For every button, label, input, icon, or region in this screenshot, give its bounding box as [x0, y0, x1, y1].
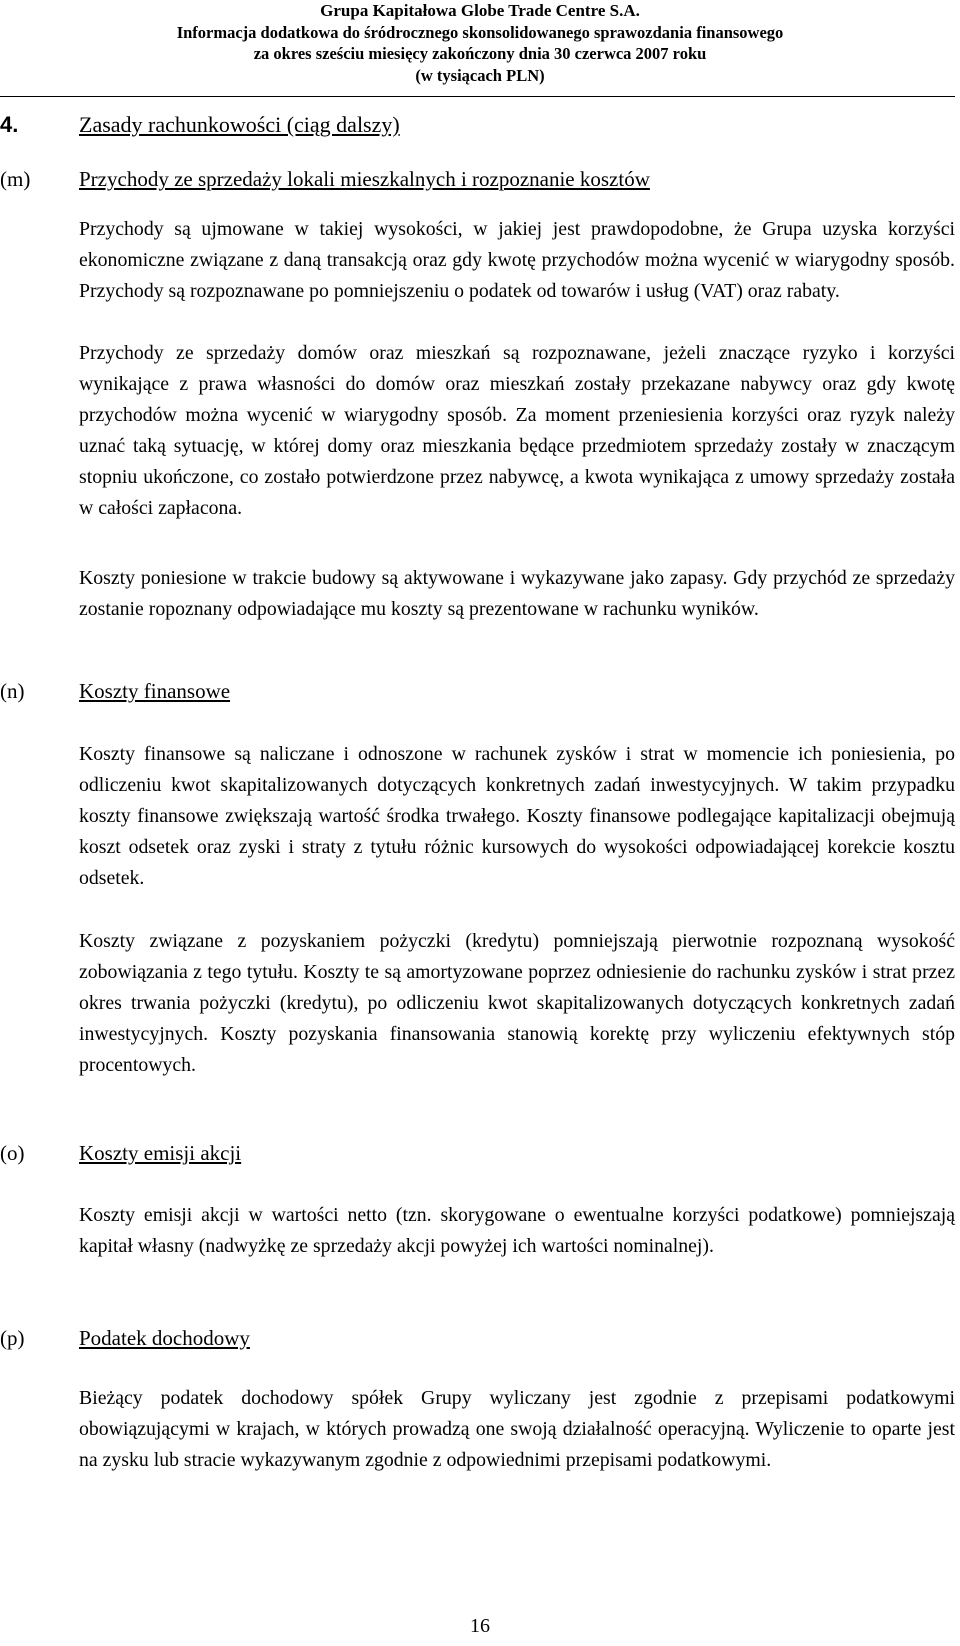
- paragraph: Koszty związane z pozyskaniem pożyczki (kredytu) pomniejszają pierwotnie rozpoznaną wysokość zobowiązania z tego tytułu. Koszty te są amortyzowane poprzez odniesienie do rachunku zysków i strat przez okres trwania pożyczki (kredytu), po odliczeniu kwot skapitalizowanych dotyczących konkretnych zadań inwestycyjnych. Koszty pozyskania finansowania stanowią korektę przy wyliczeniu efektywnych stóp procentowych.: [79, 930, 955, 1076]
- item-label-m: (m): [0, 167, 31, 191]
- item-heading-p: Podatek dochodowy: [79, 1326, 250, 1350]
- page-number: 16: [470, 1615, 490, 1637]
- paragraph: Przychody są ujmowane w takiej wysokości, w jakiej jest prawdopodobne, że Grupa uzyska korzyści ekonomiczne związane z daną transakcją oraz gdy kwotę przychodów można wycenić w wiarygodny sposób. Przychody są rozpoznawane po pomniejszeniu o podatek od towarów i usług (VAT) oraz rabaty.: [79, 218, 955, 302]
- company-name: Grupa Kapitałowa Globe Trade Centre S.A.: [320, 1, 640, 20]
- paragraph: Koszty poniesione w trakcie budowy są aktywowane i wykazywane jako zapasy. Gdy przychód ze sprzedaży zostanie ropoznany odpowiadające mu koszty są prezentowane w rachunku wyników.: [79, 567, 955, 620]
- report-period: za okres sześciu miesięcy zakończony dnia 30 czerwca 2007 roku: [253, 44, 707, 63]
- item-label-o: (o): [0, 1141, 25, 1165]
- section-heading: Zasady rachunkowości (ciąg dalszy): [79, 112, 400, 137]
- item-heading-m: Przychody ze sprzedaży lokali mieszkalnych i rozpoznanie kosztów: [79, 167, 650, 191]
- item-label-p: (p): [0, 1326, 25, 1350]
- report-title: Informacja dodatkowa do śródrocznego skonsolidowanego sprawozdania finansowego: [176, 22, 784, 42]
- paragraph: Przychody ze sprzedaży domów oraz mieszkań są rozpoznawane, jeżeli znaczące ryzyko i korzyści wynikające z prawa własności do domów oraz mieszkań zostały przekazane nabywcy oraz gdy kwotę przychodów można wycenić w wiarygodny sposób. Za moment przeniesienia korzyści oraz ryzyk należy uznać taką sytuację, w której domy oraz mieszkania będące przedmiotem sprzedaży zostały w znaczącym stopniu ukończone, co zostało potwierdzone przez nabywcę, a kwota wynikająca z umowy sprzedaży została w całości zapłacona.: [79, 342, 955, 519]
- item-label-n: (n): [0, 679, 25, 703]
- item-heading-n: Koszty finansowe: [79, 679, 231, 703]
- item-heading-o: Koszty emisji akcji: [79, 1141, 242, 1165]
- paragraph: Bieżący podatek dochodowy spółek Grupy wyliczany jest zgodnie z przepisami podatkowymi obowiązującymi w krajach, w których prowadzą one swoją działalność operacyjną. Wyliczenie to oparte jest na zysku lub stracie wykazywanym zgodnie z odpowiednimi przepisami podatkowymi.: [79, 1387, 955, 1471]
- section-number: 4.: [0, 112, 19, 137]
- paragraph: Koszty emisji akcji w wartości netto (tzn. skorygowane o ewentualne korzyści podatkowe) pomniejszają kapitał własny (nadwyżkę ze sprzedaży akcji powyżej ich wartości nominalnej).: [79, 1204, 955, 1257]
- currency-note: (w tysiącach PLN): [415, 65, 545, 85]
- paragraph: Koszty finansowe są naliczane i odnoszone w rachunek zysków i strat w momencie ich poniesienia, po odliczeniu kwot skapitalizowanych dotyczących konkretnych zadań inwestycyjnych. W takim przypadku koszty finansowe zwiększają wartość środka trwałego. Koszty finansowe podlegające kapitalizacji obejmują koszt odsetek oraz zyski i straty z tytułu różnic kursowych do wysokości odpowiadającej korekcie kosztu odsetek.: [79, 743, 955, 889]
- header-divider: [0, 96, 955, 97]
- document-header: [0, 0, 960, 86]
